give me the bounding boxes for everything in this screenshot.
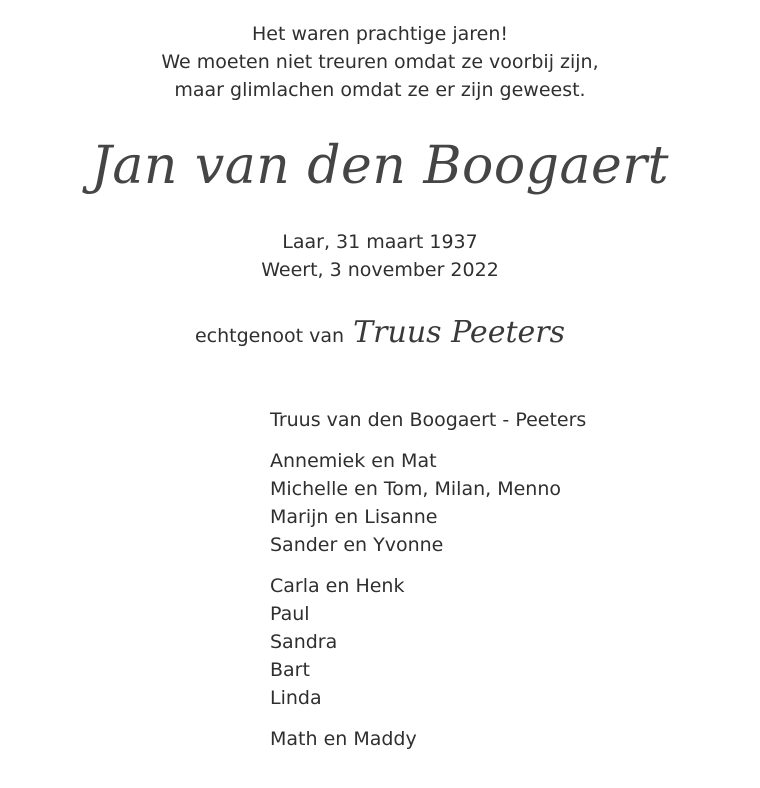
- family-member: Linda: [270, 687, 322, 709]
- family-member: Michelle en Tom, Milan, Menno: [270, 478, 562, 500]
- family-member: Paul: [270, 603, 310, 625]
- family-group: [270, 572, 586, 712]
- family-member: Sandra: [270, 631, 338, 653]
- family-member: Bart: [270, 659, 310, 681]
- spouse-line: [0, 315, 760, 350]
- family-group: [270, 447, 586, 559]
- family-group: [270, 725, 586, 753]
- spouse-prefix: echtgenoot van: [194, 325, 345, 347]
- family-list: [270, 406, 586, 766]
- poem: [0, 20, 760, 104]
- family-group: [270, 406, 586, 434]
- family-member: Sander en Yvonne: [270, 534, 444, 556]
- birth-date: Laar, 31 maart 1937: [282, 231, 478, 253]
- family-member: Marijn en Lisanne: [270, 506, 438, 528]
- poem-line: We moeten niet treuren omdat ze voorbij zijn,: [161, 51, 599, 73]
- poem-line: maar glimlachen omdat ze er zijn geweest.: [174, 79, 586, 101]
- family-member: Annemiek en Mat: [270, 450, 437, 472]
- deceased-name: Jan van den Boogaert: [91, 136, 669, 196]
- family-member: Truus van den Boogaert - Peeters: [270, 409, 587, 431]
- poem-line: Het waren prachtige jaren!: [252, 23, 508, 45]
- spouse-name: Truus Peeters: [353, 315, 565, 350]
- family-member: Math en Maddy: [270, 728, 417, 750]
- life-dates: [0, 228, 760, 284]
- death-date: Weert, 3 november 2022: [261, 259, 499, 281]
- family-member: Carla en Henk: [270, 575, 405, 597]
